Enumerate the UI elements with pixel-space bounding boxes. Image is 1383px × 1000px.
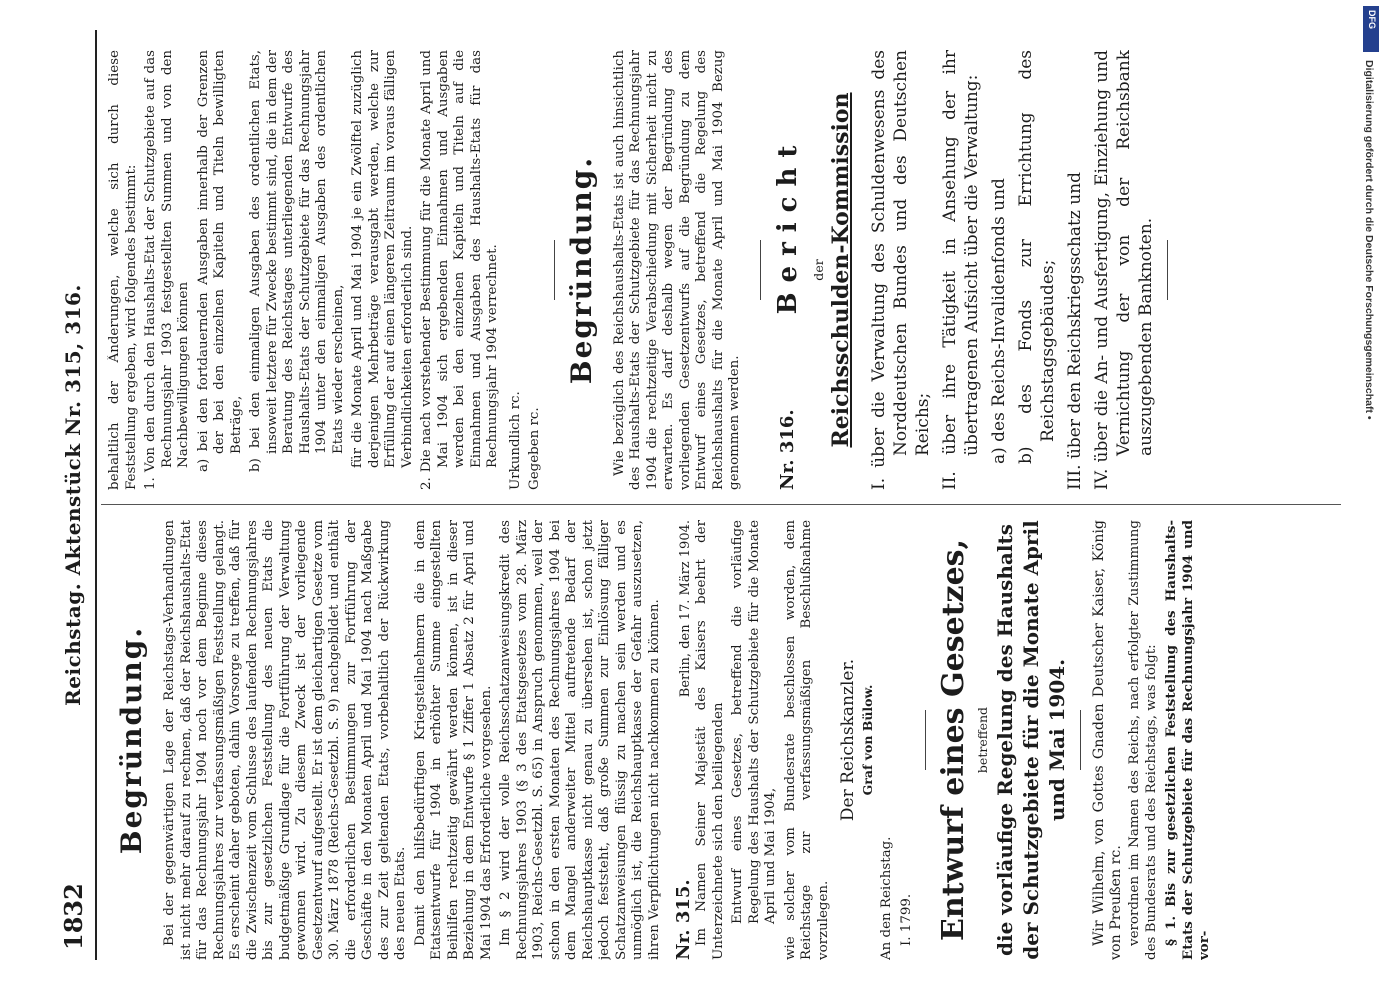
- bill-title: die vorläufige Regelung des Haushalts der Schutzgebiete für die Monate April und Mai 1904.: [993, 520, 1069, 960]
- list-item-1b: b) bei den einmaligen Ausgaben des ordentlichen Etats, insoweit letztere für Zwecke bestimmt sind, die in dem der Beratung des Reichstages unterliegenden Entwurfe des Haushalts-Etats der Schutzgebiete für das Rechnungsjahr 1904 unter den einmaligen Ausgaben des ordentlichen Etats wieder erscheinen,: [248, 50, 346, 472]
- separator-rule: [760, 240, 761, 300]
- digitization-notice: Digitalisierung gefördert durch die Deutsche Forschungsgemeinschaft •: [1363, 60, 1375, 420]
- signature-name: Graf von Bülow.: [860, 684, 875, 796]
- list-item-1-continuation: für die Monate April und Mai 1904 je ein Zwölftel zuzüglich derjenigen Mehrbeträge verausgabt werden, welche zur Erfüllung der auf einen längeren Zeitraum im voraus fälligen Verbindlichkeiten erforderlich sind.: [350, 50, 415, 468]
- running-header: [55, 30, 97, 960]
- der-label: der: [810, 259, 826, 281]
- document-page: [55, 30, 1345, 960]
- heading-kommission: Reichsschulden-Kommission: [827, 92, 854, 448]
- roman-item-IV: IV. über die An- und Ausfertigung, Einziehung und Vernichtung der von der Reichsbank auszugebenden Banknoten.: [1091, 50, 1156, 490]
- verordnen-text: verordnen im Namen des Reichs, nach erfolgter Zustimmung des Bundesrats und des Reichstags, was folgt:: [1127, 520, 1159, 960]
- urkundlich: Urkundlich rc.: [507, 391, 523, 490]
- list-item-1a: a) bei den fortdauernden Ausgaben innerhalb der Grenzen der bei den einzelnen Kapiteln und Titeln bewilligten Beträge,: [195, 50, 244, 472]
- entwurf-text: Entwurf eines Gesetzes, betreffend die vorläufige Regelung des Haushalts der Schutzgebiete für die Monate April und Mai 1904,: [730, 520, 778, 924]
- document-number-315: Nr. 315.: [673, 879, 694, 960]
- heading-begruendung-2: Begründung.: [564, 155, 598, 385]
- separator-rule: [925, 710, 926, 770]
- betreffend-label: betreffend: [975, 706, 990, 774]
- column-divider: [101, 504, 1341, 505]
- bundesrat-text: wie solcher vom Bundesrate beschlossen worden, dem Reichstage zur verfassungsmäßigen Beschlußnahme vorzulegen.: [782, 520, 831, 960]
- roman-item-IIa: a) des Reichs-Invalidenfonds und: [988, 178, 1009, 464]
- page-number: 1832: [59, 883, 88, 950]
- heading-begruendung: Begründung.: [115, 625, 148, 855]
- paragraph: Bei der gegenwärtigen Lage der Reichstags-Verhandlungen ist nicht mehr darauf zu rechnen, daß der Reichshaushalts-Etat für das Rechnungsjahr 1904 noch vor dem Beginne dieses Rechnungsjahres zur verfassungsmäßigen Feststellung gelangt. Es erscheint daher geboten, dahin Vorsorge zu treffen, daß für die Zwischenzeit vom Schlusse des laufenden Rechnungsjahres bis zur gesetzlichen Feststellung des neuen Etats die budgetmäßige Grundlage für die Fortführung der Verwaltung gewonnen wird. Zu diesem Zweck ist der vorliegende Gesetzentwurf aufgestellt. Er ist dem gleichartigen Gesetze vom 30. März 1878 (Reichs-Gesetzbl. S. 9) nachgebildet und enthält die erforderlichen Bestimmungen zur Fortführung der Geschäfte in den Monaten April und Mai 1904 nach Maßgabe des zur Zeit geltenden Etats, vorbehaltlich der Rückwirkung des neuen Etats.: [162, 520, 408, 960]
- separator-rule: [554, 240, 555, 300]
- roman-item-IIb: b) des Fonds zur Errichtung des Reichstagsgebäudes;: [1015, 50, 1058, 464]
- heading-bericht: Bericht: [772, 135, 803, 315]
- dfg-logo: [1363, 6, 1379, 52]
- wir-wilhelm: Wir Wilhelm, von Gottes Gnaden Deutscher Kaiser, König von Preußen rc.: [1091, 520, 1124, 960]
- roman-item-II: II. über ihre Tätigkeit in Ansehung der ihr übertragenen Aufsicht über die Verwaltung:: [939, 50, 982, 490]
- left-column: [107, 520, 1337, 960]
- begruendung-2-text: Wie bezüglich des Reichshaushalts-Etats ist auch hinsichtlich des Haushalts-Etats der Schutzgebiete für das Rechnungsjahr 1904 die rechtzeitige Verabschiedung mit Sicherheit nicht zu erwarten. Es darf deshalb wegen der Begründung des vorliegenden Gesetzentwurfs auf die Begründung zu dem Entwurf eines Gesetzes, betreffend die Regelung des Reichshaushalts für die Monate April und Mai 1904 Bezug genommen werden.: [611, 50, 742, 490]
- gegeben: Gegeben rc.: [527, 407, 542, 490]
- berlin-date: Berlin, den 17. März 1904.: [678, 520, 693, 698]
- list-item-2: 2. Die nach vorstehender Bestimmung für die Monate April und Mai 1904 sich ergebenden Einnahmen und Ausgaben werden bei den einzelnen Kapiteln und Titeln auf die Einnahmen und Ausgaben des Haushalts-Etats für das Rechnungsjahr 1904 verrechnet.: [419, 50, 500, 490]
- reference-number: I. 1799.: [898, 893, 914, 946]
- separator-rule: [1080, 710, 1081, 770]
- running-title: Reichstag. Aktenstück Nr. 315, 316.: [61, 284, 85, 706]
- document-number-316: Nr. 316.: [777, 409, 798, 490]
- list-item-1: 1. Von den durch den Haushalts-Etat der Schutzgebiete auf das Rechnungsjahr 1903 festgestellten Summen und von den Nachbewilligungen können: [143, 50, 191, 490]
- right-column: [107, 50, 1337, 490]
- digitization-notice-strip: [1363, 60, 1377, 700]
- dfg-logo-text: DFG: [1367, 10, 1377, 29]
- signature-title: Der Reichskanzler.: [838, 658, 858, 822]
- paragraph: Damit den hilfsbedürftigen Kriegsteilnehmern die in dem Etatsentwurfe für 1904 in erhöhter Summe eingestellten Beihilfen rechtzeitig gewährt werden können, ist in dieser Beziehung in dem Entwurfe § 1 Ziffer 1 Absatz 2 für April und Mai 1904 das Erforderliche vorgesehen.: [412, 520, 494, 960]
- separator-rule: [1167, 240, 1168, 300]
- royal-text: Im Namen Seiner Majestät des Kaisers beehrt der Unterzeichnete sich den beiliegenden: [694, 520, 726, 960]
- roman-item-I: I. über die Verwaltung des Schuldenwesens des Norddeutschen Bundes und des Deutschen Reichs;: [868, 50, 933, 490]
- paragraph: Im § 2 wird der volle Reichsschatzanweisungskredit des Rechnungsjahres 1903 (§ 3 des Etatsgesetzes vom 28. März 1903, Reichs-Gesetzbl. S. 65) in Anspruch genommen, weil der schon in den ersten Monaten des Rechnungsjahres 1904 bei dem Mangel anderweiter Mittel auftretende Bedarf der Reichshauptkasse nicht genau zu übersehen ist, schon jetzt jedoch feststeht, daß große Summen zur Einlösung fälliger Schatzanweisungen flüssig zu machen sein werden und es unmöglich ist, die Reichshauptkasse der Gefahr auszusetzen, ihren Verpflichtungen nicht nachkommen zu können.: [498, 520, 662, 960]
- heading-entwurf: Entwurf eines Gesetzes,: [936, 538, 971, 942]
- addressee: An den Reichstag.: [879, 836, 894, 960]
- paragraph-1: § 1. Bis zur gesetzlichen Feststellung des Haushalts-Etats der Schutzgebiete für das Rechnungsjahr 1904 und vor-: [1163, 520, 1212, 960]
- intro-text: behaltlich der Änderungen, welche sich durch diese Feststellung ergeben, wird folgendes bestimmt:: [107, 50, 139, 490]
- roman-item-III: III. über den Reichskriegsschatz und: [1064, 172, 1085, 490]
